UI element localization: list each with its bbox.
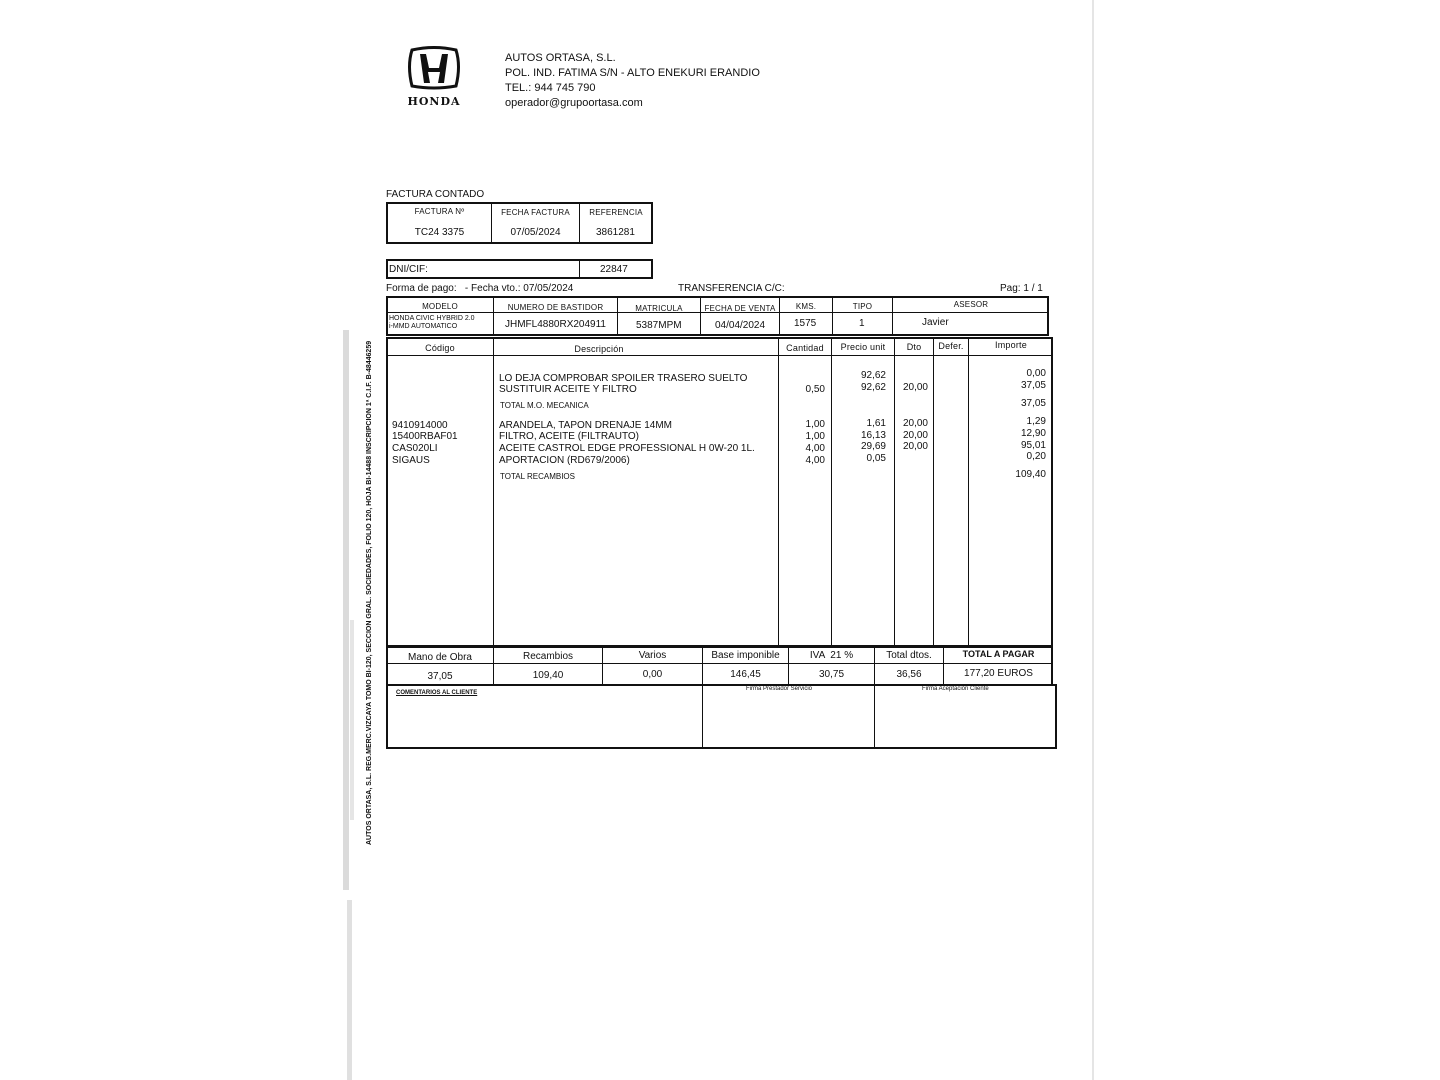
honda-logo [398,46,470,106]
parts-total: 109,40 [1015,469,1046,480]
hdr-reference: REFERENCIA [589,208,643,217]
row-qty: 4,00 [805,443,825,454]
row-unit-price: 16,13 [860,430,886,441]
col-discount: Dto [906,342,922,352]
invoice-reference: 3861281 [596,227,635,238]
vehicle-model-line2: i-MMD AUTOMATICO [389,323,458,330]
hdr-plate: MATRICULA [635,304,683,313]
row-amount: 12,90 [1020,428,1046,439]
row-code: CAS020LI [392,443,438,454]
row-amount: 95,01 [1020,440,1046,451]
row-amount: 0,00 [1026,368,1046,379]
row-unit-price: 92,62 [860,370,886,381]
company-phone: TEL.: 944 745 790 [505,82,596,94]
row-code: SIGAUS [392,455,430,466]
hdr-model: MODELO [422,302,458,311]
vehicle-advisor: Javier [922,317,949,328]
col-code: Código [425,343,455,353]
hdr-advisor: ASESOR [953,300,989,309]
invoice-type: FACTURA CONTADO [386,189,485,200]
row-amount: 37,05 [1020,380,1046,391]
total-labour-label: Mano de Obra [408,652,472,663]
row-qty: 1,00 [805,431,825,442]
row-description: FILTRO, ACEITE (FILTRAUTO) [499,431,640,442]
transfer-label: TRANSFERENCIA C/C: [678,283,785,294]
total-parts-label: Recambios [522,651,574,662]
total-vat-label: IVA 21 % [809,650,854,661]
vehicle-vin: JHMFL4880RX204911 [505,319,606,330]
client-signature-label: Firma Aceptación Cliente [922,686,989,692]
invoice-number: TC24 3375 [414,227,465,238]
registry-side-text: AUTOS ORTASA, S.L. REG.MERC.VIZCAYA TOMO BI-120, SECCION GRAL. SOCIEDADES, FOLIO 120, HOJA BI-14488 INSCRIPCION 1ª C.I.F. B-48446259 [366,340,373,845]
labour-total-label: TOTAL M.O. MECANICA [500,401,589,410]
row-unit-price: 92,62 [860,382,886,393]
total-labour-value: 37,05 [427,671,453,682]
col-amount: Importe [995,340,1027,350]
total-misc-label: Varios [638,650,667,661]
row-amount: 1,29 [1026,416,1046,427]
row-description: LO DEJA COMPROBAR SPOILER TRASERO SUELTO [499,373,748,384]
row-discount: 20,00 [902,430,928,441]
row-description: SUSTITUIR ACEITE Y FILTRO [499,384,637,395]
hdr-invoice-date: FECHA FACTURA [501,208,570,217]
company-address: POL. IND. FATIMA S/N - ALTO ENEKURI ERANDIO [505,67,760,79]
row-qty: 1,00 [805,419,825,430]
hdr-sale-date: FECHA DE VENTA [704,304,776,313]
col-unit-price: Precio unit [840,342,886,352]
col-deferred: Defer. [938,341,964,351]
brand-name: HONDA [407,95,461,108]
invoice-date: 07/05/2024 [510,227,561,238]
vehicle-kms: 1575 [794,318,817,329]
footer-box [386,684,1057,749]
total-parts-value: 109,40 [532,670,564,681]
col-description: Descripción [574,344,624,354]
row-amount: 0,20 [1026,451,1046,462]
hdr-invoice-number: FACTURA Nº [414,207,465,216]
row-discount: 20,00 [902,418,928,429]
total-to-pay-label: TOTAL A PAGAR [962,649,1035,659]
row-discount: 20,00 [902,382,928,393]
row-code: 9410914000 [392,420,448,431]
hdr-kms: KMS. [795,302,817,311]
total-base-label: Base imponible [711,650,780,661]
hdr-vin: NUMERO DE BASTIDOR [507,303,604,312]
dni-label: DNI/CIF: [389,264,428,275]
payment-terms: Forma de pago: - Fecha vto.: 07/05/2024 [386,283,574,294]
row-code: 15400RBAF01 [392,431,458,442]
parts-total-label: TOTAL RECAMBIOS [500,472,575,481]
total-misc-value: 0,00 [642,669,663,680]
total-to-pay-value: 177,20 EUROS [964,668,1033,679]
client-comments-label: COMENTARIOS AL CLIENTE [396,690,478,696]
row-unit-price: 29,69 [860,441,886,452]
hdr-tipo: TIPO [852,302,873,311]
company-name: AUTOS ORTASA, S.L. [505,52,616,64]
company-email: operador@grupoortasa.com [505,97,643,109]
row-qty: 4,00 [805,455,825,466]
vehicle-model-line1: HONDA CIVIC HYBRID 2.0 [389,315,475,322]
vehicle-plate: 5387MPM [636,320,682,331]
total-vat-value: 30,75 [818,669,845,680]
total-base-value: 146,45 [730,669,761,680]
row-description: APORTACION (RD679/2006) [499,455,630,466]
page-number: Pag: 1 / 1 [1000,283,1043,294]
col-qty: Cantidad [786,343,824,353]
total-discounts-label: Total dtos. [886,650,932,661]
row-unit-price: 1,61 [866,418,886,429]
honda-h-icon [398,46,470,90]
dni-value: 22847 [600,264,628,275]
vehicle-tipo: 1 [859,318,865,329]
total-discounts-value: 36,56 [896,669,922,680]
vehicle-sale-date: 04/04/2024 [715,320,766,331]
row-unit-price: 0,05 [866,453,886,464]
row-description: ACEITE CASTROL EDGE PROFESSIONAL H 0W-20 1L. [499,443,755,454]
row-qty: 0,50 [805,384,825,395]
row-description: ARANDELA, TAPON DRENAJE 14MM [499,420,673,431]
row-discount: 20,00 [902,441,928,452]
provider-signature-label: Firma Prestador Servicio [746,686,813,692]
labour-total: 37,05 [1020,398,1046,409]
